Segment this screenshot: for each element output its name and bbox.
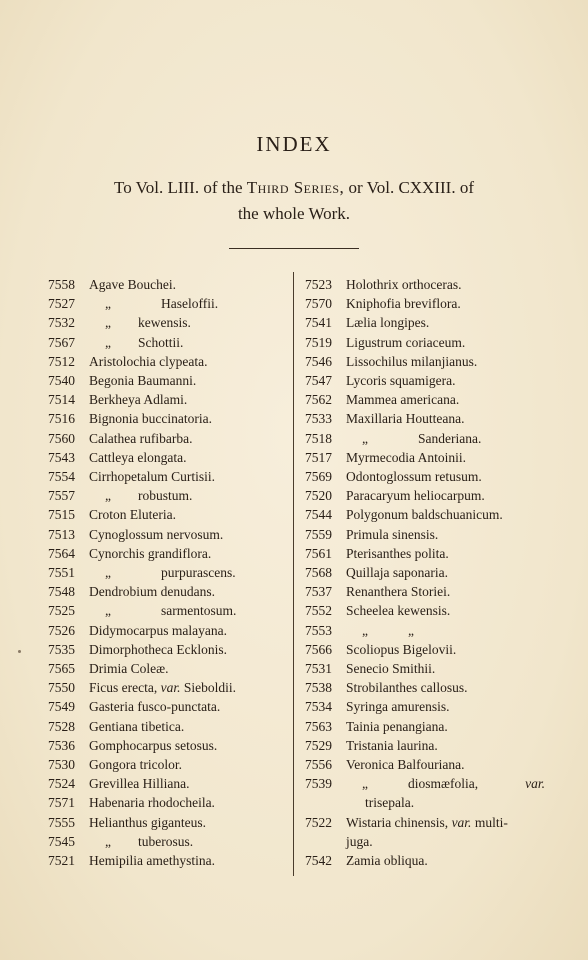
plate-number: 7567 (48, 334, 75, 350)
species-name: Tristania laurina. (346, 737, 438, 753)
species-name: Pterisanthes polita. (346, 545, 449, 561)
index-entry (305, 717, 545, 736)
plate-number: 7562 (305, 392, 332, 408)
plate-number: 7571 (48, 795, 75, 811)
species-name (89, 313, 288, 332)
plate-number: 7518 (305, 430, 332, 446)
species-name (89, 832, 288, 851)
plate-number: 7550 (48, 680, 75, 696)
plate-number: 7535 (48, 641, 75, 657)
species-name: Cattleya elongata. (89, 449, 187, 465)
variety-abbrev: var. (160, 680, 181, 696)
index-entry (48, 525, 288, 544)
index-entry (48, 640, 288, 659)
subtitle-post: or Vol. CXXIII. of (348, 178, 474, 197)
plate-number: 7555 (48, 814, 75, 830)
right-index-column (305, 275, 545, 870)
species-name: Kniphofia breviflora. (346, 296, 461, 312)
species-name: Maxillaria Houtteana. (346, 411, 465, 427)
species-epithet: „ (408, 622, 414, 638)
plate-number: 7564 (48, 545, 75, 561)
index-entry (305, 582, 545, 601)
plate-number: 7556 (305, 757, 332, 773)
index-entry (305, 755, 545, 774)
index-entry (305, 448, 545, 467)
index-entry (48, 352, 288, 371)
species-name: Cynoglossum nervosum. (89, 526, 224, 542)
index-entry (48, 582, 288, 601)
species-name-part: Ficus erecta, (89, 680, 161, 696)
plate-number: 7565 (48, 661, 75, 677)
plate-number: 7541 (305, 315, 332, 331)
index-entry (305, 333, 545, 352)
species-name (346, 813, 545, 832)
plate-number: 7537 (305, 584, 332, 600)
species-name: Grevillea Hilliana. (89, 776, 190, 792)
index-entry (305, 659, 545, 678)
ditto-mark: „ (105, 315, 111, 331)
title-rule (229, 248, 359, 249)
index-entry (48, 621, 288, 640)
species-name (89, 333, 288, 352)
index-entry (305, 640, 545, 659)
plate-number: 7531 (305, 661, 332, 677)
variety-abbrev: var. (525, 776, 545, 792)
index-entry (48, 678, 288, 697)
plate-number: 7514 (48, 392, 75, 408)
species-name: Croton Eluteria. (89, 507, 176, 523)
index-entry (305, 275, 545, 294)
species-name: Syringa amurensis. (346, 699, 450, 715)
species-name (346, 621, 545, 640)
species-name (89, 601, 288, 620)
variety-abbrev: var. (451, 814, 472, 830)
species-name (346, 429, 545, 448)
species-name: Dendrobium denudans. (89, 584, 215, 600)
index-entry (305, 525, 545, 544)
plate-number: 7552 (305, 603, 332, 619)
plate-number: 7523 (305, 277, 332, 292)
index-entry (48, 294, 288, 313)
plate-number: 7568 (305, 565, 332, 581)
index-entry (305, 697, 545, 716)
index-entry (48, 333, 288, 352)
species-epithet: Schottii. (138, 334, 184, 350)
index-entry (305, 774, 545, 793)
species-name: Bignonia buccinatoria. (89, 411, 212, 427)
left-index-column (48, 275, 288, 870)
column-divider (293, 272, 294, 876)
index-entry (305, 352, 545, 371)
species-name: Aristolochia clypeata. (89, 353, 208, 369)
plate-number: 7529 (305, 737, 332, 753)
index-entry (305, 390, 545, 409)
species-name: Calathea rufibarba. (89, 430, 193, 446)
plate-number: 7542 (305, 853, 332, 869)
species-name: Quillaja saponaria. (346, 565, 448, 581)
index-entry (305, 736, 545, 755)
species-name (346, 774, 545, 793)
index-entry (305, 371, 545, 390)
species-name: Polygonum baldschuanicum. (346, 507, 503, 523)
plate-number: 7512 (48, 353, 75, 369)
ditto-mark: „ (362, 776, 368, 792)
ditto-mark: „ (362, 430, 368, 446)
index-entry (48, 467, 288, 486)
page-title: INDEX (256, 132, 332, 156)
species-epithet: kewensis. (138, 315, 191, 331)
species-name: Agave Bouchei. (89, 277, 176, 292)
species-name (89, 294, 288, 313)
species-name: Cirrhopetalum Curtisii. (89, 469, 215, 485)
species-name: Mammea americana. (346, 392, 460, 408)
index-entry (48, 448, 288, 467)
species-name: Berkheya Adlami. (89, 392, 188, 408)
plate-number: 7516 (48, 411, 75, 427)
plate-number: 7570 (305, 296, 332, 312)
index-entry (305, 851, 545, 870)
plate-number: 7540 (48, 373, 75, 389)
species-name: Holothrix orthoceras. (346, 277, 462, 292)
index-entry (305, 813, 545, 832)
species-epithet: purpurascens. (161, 565, 236, 581)
plate-number: 7536 (48, 737, 75, 753)
plate-number: 7560 (48, 430, 75, 446)
plate-number: 7530 (48, 757, 75, 773)
species-name: Cynorchis grandiflora. (89, 545, 212, 561)
plate-number: 7526 (48, 622, 75, 638)
paper-speck (18, 650, 21, 653)
plate-number: 7519 (305, 334, 332, 350)
species-name: Lissochilus milanjianus. (346, 353, 478, 369)
species-name (89, 563, 288, 582)
species-name: Paracaryum heliocarpum. (346, 488, 485, 504)
species-name-part: Wistaria chinensis, (346, 814, 452, 830)
species-name: Gentiana tibetica. (89, 718, 185, 734)
index-entry (48, 832, 288, 851)
species-name: Begonia Baumanni. (89, 373, 197, 389)
ditto-mark: „ (105, 833, 111, 849)
plate-number: 7520 (305, 488, 332, 504)
index-entry (305, 294, 545, 313)
plate-number: 7549 (48, 699, 75, 715)
species-name: Tainia penangiana. (346, 718, 448, 734)
plate-number: 7513 (48, 526, 75, 542)
plate-number: 7546 (305, 353, 332, 369)
plate-number: 7563 (305, 718, 332, 734)
species-name: Gasteria fusco-punctata. (89, 699, 221, 715)
index-entry (48, 313, 288, 332)
species-name: Veronica Balfouriana. (346, 757, 465, 773)
subtitle-series: Third Series, (246, 178, 345, 197)
plate-number: 7528 (48, 718, 75, 734)
plate-number: 7521 (48, 853, 75, 869)
species-epithet: tuberosus. (138, 833, 194, 849)
variety-name: Sieboldii. (183, 680, 236, 696)
ditto-mark: „ (105, 565, 111, 581)
index-entry (305, 621, 545, 640)
species-name (89, 486, 288, 505)
plate-number: 7524 (48, 776, 75, 792)
species-epithet: Sanderiana. (418, 430, 482, 446)
index-entry (48, 813, 288, 832)
index-entry (48, 736, 288, 755)
index-entry (305, 678, 545, 697)
index-entry (48, 371, 288, 390)
index-entry (305, 486, 545, 505)
index-entry (305, 409, 545, 428)
plate-number: 7557 (48, 488, 75, 504)
plate-number: 7559 (305, 526, 332, 542)
plate-number: 7522 (305, 814, 332, 830)
index-entry (48, 717, 288, 736)
species-name: Scoliopus Bigelovii. (346, 641, 457, 657)
plate-number: 7545 (48, 833, 75, 849)
index-entry (48, 755, 288, 774)
page-subtitle (0, 175, 588, 227)
plate-number: 7544 (305, 507, 332, 523)
plate-number: 7515 (48, 507, 75, 523)
species-name: Myrmecodia Antoinii. (346, 449, 466, 465)
species-epithet: Haseloffii. (161, 296, 219, 312)
plate-number: 7547 (305, 373, 332, 389)
variety-name: multi- (474, 814, 508, 830)
plate-number: 7538 (305, 680, 332, 696)
plate-number: 7558 (48, 277, 75, 292)
index-entry (48, 275, 288, 294)
plate-number: 7566 (305, 641, 332, 657)
index-entry (48, 851, 288, 870)
plate-number: 7551 (48, 565, 75, 581)
ditto-mark: „ (362, 622, 368, 638)
ditto-mark: „ (105, 334, 111, 350)
subtitle-pre: To Vol. LIII. of the (114, 178, 243, 197)
index-entry (48, 563, 288, 582)
index-entry (48, 390, 288, 409)
species-name: Scheelea kewensis. (346, 603, 451, 619)
subtitle-line2: the whole Work. (237, 204, 351, 223)
species-name: Gomphocarpus setosus. (89, 737, 218, 753)
index-entry (305, 563, 545, 582)
index-entry (48, 774, 288, 793)
index-entry (48, 429, 288, 448)
species-name: Gongora tricolor. (89, 757, 182, 773)
species-name: Renanthera Storiei. (346, 584, 451, 600)
index-entry (305, 313, 545, 332)
plate-number: 7533 (305, 411, 332, 427)
plate-number: 7554 (48, 469, 75, 485)
species-name (89, 678, 288, 697)
species-epithet: sarmentosum. (161, 603, 237, 619)
index-entry (48, 601, 288, 620)
index-entry (48, 659, 288, 678)
plate-number: 7561 (305, 545, 332, 561)
species-name: Dimorphotheca Ecklonis. (89, 641, 227, 657)
index-entry (305, 467, 545, 486)
entry-continuation: juga. (346, 833, 373, 849)
species-epithet: diosmæfolia, (408, 776, 479, 792)
ditto-mark: „ (105, 488, 111, 504)
species-name: Hemipilia amethystina. (89, 853, 215, 869)
plate-number: 7553 (305, 622, 332, 638)
index-entry (305, 505, 545, 524)
species-epithet: robustum. (138, 488, 193, 504)
species-name: Habenaria rhodocheila. (89, 795, 215, 811)
species-name: Odontoglossum retusum. (346, 469, 482, 485)
index-entry (48, 409, 288, 428)
index-entry (48, 486, 288, 505)
species-name: Drimia Coleæ. (89, 661, 169, 677)
species-name: Primula sinensis. (346, 526, 439, 542)
index-entry (48, 544, 288, 563)
index-entry (48, 793, 288, 812)
index-entry (305, 601, 545, 620)
plate-number: 7534 (305, 699, 332, 715)
plate-number: 7525 (48, 603, 75, 619)
species-name: Helianthus giganteus. (89, 814, 206, 830)
index-entry (48, 505, 288, 524)
entry-continuation: trisepala. (365, 795, 415, 811)
index-entry (305, 429, 545, 448)
plate-number: 7517 (305, 449, 332, 465)
species-name: Didymocarpus malayana. (89, 622, 227, 638)
ditto-mark: „ (105, 603, 111, 619)
species-name: Ligustrum coriaceum. (346, 334, 466, 350)
plate-number: 7527 (48, 296, 75, 312)
species-name: Lycoris squamigera. (346, 373, 456, 389)
species-name: Strobilanthes callosus. (346, 680, 468, 696)
plate-number: 7539 (305, 776, 332, 792)
plate-number: 7532 (48, 315, 75, 331)
plate-number: 7548 (48, 584, 75, 600)
plate-number: 7569 (305, 469, 332, 485)
index-entry (48, 697, 288, 716)
species-name: Zamia obliqua. (346, 853, 428, 869)
species-name: Lælia longipes. (346, 315, 430, 331)
plate-number: 7543 (48, 449, 75, 465)
species-name: Senecio Smithii. (346, 661, 436, 677)
ditto-mark: „ (105, 296, 111, 312)
index-entry (305, 544, 545, 563)
